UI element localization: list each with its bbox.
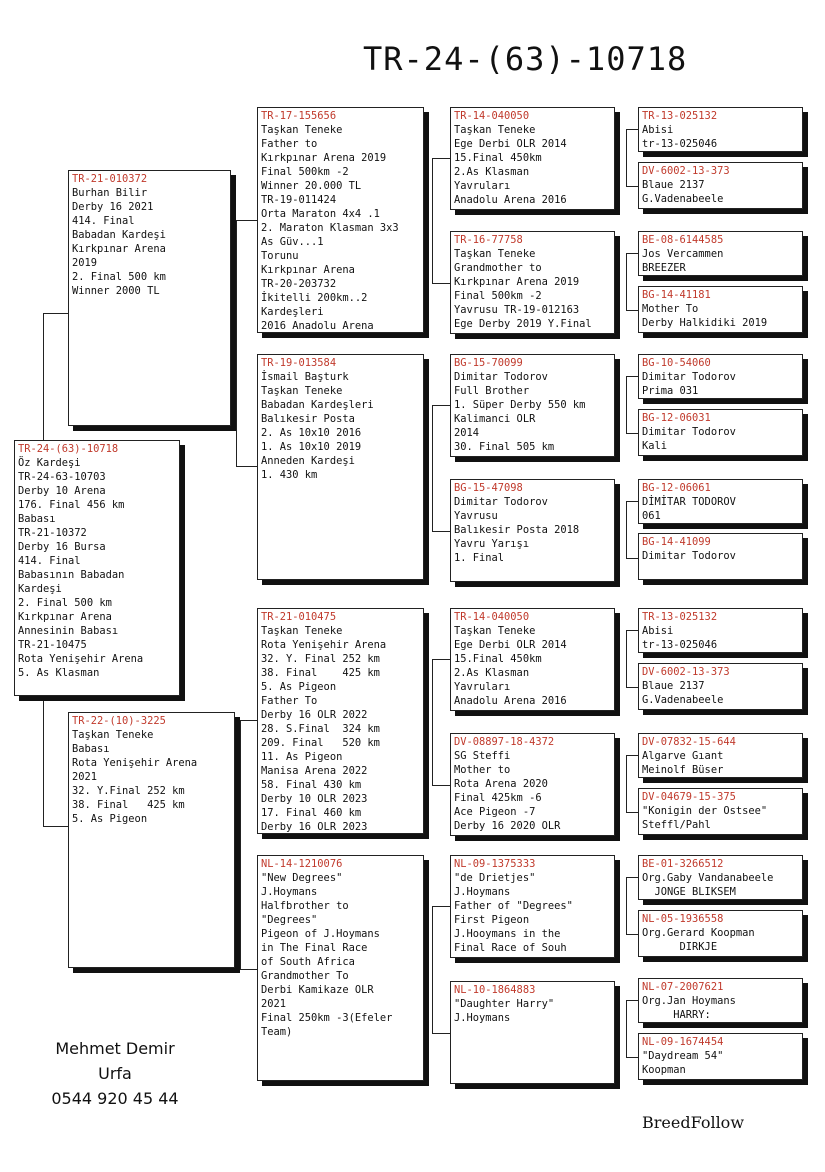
card-line: 061 [642,510,661,522]
card-line: 1. As 10x10 2019 [261,441,362,453]
pedigree-card-dam[interactable] [68,712,235,968]
card-line: 1. Final [454,552,505,564]
card-line: Final 250km -3(Efeler [261,1012,393,1024]
connector [236,220,258,467]
card-line: TR-20-203732 [261,278,337,290]
ring-number: BG-14-41099 [642,536,711,548]
card-line: DİMİTAR TODOROV [642,496,736,508]
card-line: JONGE BLIKSEM [642,886,736,898]
ring-number: TR-19-013584 [261,357,337,369]
card-line: Kalimanci OLR [454,413,536,425]
card-line: 5. As Pigeon [261,681,337,693]
connector [626,1000,639,1058]
card-line: 32. Y. Final 252 km [261,653,380,665]
card-line: Öz Kardeşi [18,457,81,469]
card-line: Taşkan Teneke [261,385,343,397]
pedigree-card-g4-1[interactable] [638,107,803,152]
card-line: Derby 16 OLR 2023 [261,821,368,833]
pedigree-card-sire-dam[interactable] [257,354,424,580]
card-line: Manisa Arena 2022 [261,765,368,777]
ring-number: NL-09-1375333 [454,858,536,870]
card-line: tr-13-025046 [642,138,718,150]
ring-number: BG-15-47098 [454,482,523,494]
card-line: "Daughter Harry" [454,998,555,1010]
card-line: 15.Final 450km [454,653,542,665]
card-line: J.Hooymans in the [454,928,561,940]
card-line: J.Hoymans [454,886,511,898]
card-line: As Güv...1 [261,236,324,248]
card-line: 17. Final 460 km [261,807,362,819]
pedigree-card-g4-6[interactable] [638,409,803,456]
card-line: İkitelli 200km..2 [261,292,368,304]
ring-number: BG-14-41181 [642,289,711,301]
card-line: 15.Final 450km [454,152,542,164]
card-line: Full Brother [454,385,530,397]
card-line: Dimitar Todorov [642,371,736,383]
card-line: Father of "Degrees" [454,900,573,912]
card-line: Blaue 2137 [642,680,705,692]
card-line: Yavrusu [454,510,498,522]
card-line: Abisi [642,625,674,637]
card-line: Kırkpınar Arena [72,243,166,255]
pedigree-card-g4-15[interactable] [638,978,803,1023]
pedigree-title: TR-24-(63)-10718 [363,40,688,78]
card-line: Halfbrother to [261,900,349,912]
card-line: TR-24-63-10703 [18,471,106,483]
pedigree-card-dam-sire[interactable] [257,608,424,834]
card-line: 1. 430 km [261,469,318,481]
owner-city: Urfa [98,1064,132,1083]
card-line: "New Degrees" [261,872,343,884]
card-line: 38. Final 425 km [261,667,380,679]
pedigree-card-sire-sire[interactable] [257,107,424,333]
pedigree-card-g3-1[interactable] [450,107,615,210]
pedigree-card-dam-dam[interactable] [257,855,424,1081]
pedigree-card-g3-5[interactable] [450,608,615,711]
ring-number: TR-14-040050 [454,611,530,623]
card-line: Kali [642,440,668,452]
ring-number: DV-6002-13-373 [642,165,730,177]
ring-number: TR-13-025132 [642,110,718,122]
card-line: 58. Final 430 km [261,779,362,791]
card-line: "de Drietjes" [454,872,536,884]
card-line: G.Vadenabeele [642,694,724,706]
card-line: of South Africa [261,956,355,968]
pedigree-card-g4-8[interactable] [638,533,803,580]
card-line: İsmail Başturk [261,371,349,383]
ring-number: BG-12-06031 [642,412,711,424]
card-line: 209. Final 520 km [261,737,380,749]
card-line: 414. Final [72,215,135,227]
card-line: 11. As Pigeon [261,751,343,763]
card-line: Ege Derbi OLR 2014 [454,639,567,651]
card-line: Koopman [642,1064,686,1076]
card-line: Prima 031 [642,385,699,397]
card-line: tr-13-025046 [642,639,718,651]
card-line: Taşkan Teneke [261,124,343,136]
ring-number: DV-6002-13-373 [642,666,730,678]
card-line: Derby 16 OLR 2022 [261,709,368,721]
card-line: Rota Yenişehir Arena [261,639,387,651]
card-line: Balıkesir Posta [261,413,355,425]
card-line: "Konigin der Ostsee" [642,805,768,817]
ring-number: BG-15-70099 [454,357,523,369]
card-line: Derby Halkidiki 2019 [642,317,768,329]
card-line: Org.Gaby Vandanabeele [642,872,774,884]
connector [240,720,258,970]
connector [626,129,639,187]
pedigree-card-g4-13[interactable] [638,855,803,900]
card-line: 38. Final 425 km [72,799,185,811]
connector [432,659,451,786]
card-line: 2. As 10x10 2016 [261,427,362,439]
ring-number: TR-22-(10)-3225 [72,715,166,727]
card-line: G.Vadenabeele [642,193,724,205]
card-line: Derby 16 2021 [72,201,154,213]
pedigree-card-sire[interactable] [68,170,231,426]
card-line: Yavru Yarışı [454,538,530,550]
pedigree-card-g4-14[interactable] [638,910,803,957]
card-line: Winner 20.000 TL [261,180,362,192]
card-line: Taşkan Teneke [454,625,536,637]
card-line: Derby 10 OLR 2023 [261,793,368,805]
card-line: Kardeşleri [261,306,324,318]
card-line: Meinolf Büser [642,764,724,776]
connector [626,755,639,813]
connector [43,313,68,314]
card-line: Dimitar Todorov [642,550,736,562]
card-line: Dimitar Todorov [454,496,548,508]
card-line: Dimitar Todorov [454,371,548,383]
card-line: Yavruları [454,681,511,693]
ring-number: TR-21-010372 [72,173,148,185]
pedigree-card-g3-4[interactable] [450,479,615,582]
connector [432,405,451,532]
card-line: Father To [261,695,318,707]
card-line: Derby 16 Bursa [18,541,106,553]
card-line: SG Steffi [454,750,511,762]
connector [432,158,451,284]
card-line: 2.As Klasman [454,667,530,679]
card-line: BREEZER [642,262,686,274]
pedigree-card-g3-8[interactable] [450,981,615,1084]
card-line: 176. Final 456 km [18,499,125,511]
card-line: Taşkan Teneke [454,124,536,136]
card-line: Final 500km -2 [454,290,542,302]
card-line: Dimitar Todorov [642,426,736,438]
pedigree-card-g4-4[interactable] [638,286,803,333]
connector [43,826,68,827]
card-line: Abisi [642,124,674,136]
card-line: Kardeşi [18,583,62,595]
card-line: Pigeon of J.Hoymans [261,928,380,940]
card-line: 30. Final 505 km [454,441,555,453]
card-line: Orta Maraton 4x4 .1 [261,208,380,220]
card-line: Jos Vercammen [642,248,724,260]
card-line: First Pigeon [454,914,530,926]
ring-number: DV-08897-18-4372 [454,736,555,748]
card-line: Balıkesir Posta 2018 [454,524,580,536]
card-line: Kırkpınar Arena 2019 [261,152,387,164]
card-line: 1. Süper Derby 550 km [454,399,586,411]
connector [626,376,639,434]
card-line: Babadan Kardeşi [72,229,166,241]
card-line: 32. Y.Final 252 km [72,785,185,797]
ring-number: BG-10-54060 [642,357,711,369]
ring-number: TR-13-025132 [642,611,718,623]
card-line: 2016 Anadolu Arena [261,320,374,332]
ring-number: NL-09-1674454 [642,1036,724,1048]
owner-info [40,1036,190,1111]
card-line: 414. Final [18,555,81,567]
card-line: Taşkan Teneke [454,248,536,260]
card-line: 2014 [454,427,480,439]
card-line: DIRKJE [642,941,718,953]
pedigree-card-subject[interactable] [14,440,180,696]
card-line: Taşkan Teneke [72,729,154,741]
card-line: Babadan Kardeşleri [261,399,374,411]
card-line: 2021 [72,771,98,783]
pedigree-card-g4-10[interactable] [638,663,803,710]
card-line: Team) [261,1026,293,1038]
ring-number: TR-16-77758 [454,234,523,246]
card-line: Burhan Bilir [72,187,148,199]
card-line: Final Race of Souh [454,942,567,954]
card-line: TR-19-011424 [261,194,337,206]
ring-number: BE-08-6144585 [642,234,724,246]
connector [626,501,639,559]
pedigree-card-g3-2[interactable] [450,231,615,334]
connector [626,253,639,311]
connector [43,313,44,440]
ring-number: TR-14-040050 [454,110,530,122]
card-line: Ace Pigeon -7 [454,806,536,818]
card-line: Mother to [454,764,511,776]
card-line: 28. S.Final 324 km [261,723,380,735]
card-line: TR-21-10475 [18,639,87,651]
card-line: Derbi Kamikaze OLR [261,984,374,996]
card-line: Torunu [261,250,299,262]
card-line: Babası [18,513,56,525]
card-line: "Daydream 54" [642,1050,724,1062]
card-line: Anadolu Arena 2016 [454,695,567,707]
connector [43,701,44,826]
card-line: Grandmother To [261,970,349,982]
card-line: Derby 16 2020 OLR [454,820,561,832]
card-line: Babasının Babadan [18,569,125,581]
card-line: Kırkpınar Arena 2019 [454,276,580,288]
card-line: Steffl/Pahl [642,819,711,831]
ring-number: NL-14-1210076 [261,858,343,870]
card-line: Mother To [642,303,699,315]
card-line: Taşkan Teneke [261,625,343,637]
card-line: Final 500km -2 [261,166,349,178]
card-line: Kırkpınar Arena [18,611,112,623]
ring-number: NL-10-1864883 [454,984,536,996]
card-line: Ege Derby 2019 Y.Final [454,318,592,330]
card-line: Kırkpınar Arena [261,264,355,276]
card-line: Winner 2000 TL [72,285,160,297]
owner-name: Mehmet Demir [55,1039,175,1058]
ring-number: TR-24-(63)-10718 [18,443,119,455]
card-line: Yavruları [454,180,511,192]
pedigree-card-g4-16[interactable] [638,1033,803,1080]
pedigree-card-g4-9[interactable] [638,608,803,653]
ring-number: DV-04679-15-375 [642,791,736,803]
card-line: Algarve Gıant [642,750,724,762]
ring-number: NL-05-1936558 [642,913,724,925]
card-line: Rota Arena 2020 [454,778,548,790]
card-line: Yavrusu TR-19-012163 [454,304,580,316]
card-line: Annesinin Babası [18,625,119,637]
pedigree-card-g4-2[interactable] [638,162,803,209]
ring-number: BG-12-06061 [642,482,711,494]
card-line: 2. Final 500 km [18,597,112,609]
card-line: 2. Maraton Klasman 3x3 [261,222,399,234]
ring-number: BE-01-3266512 [642,858,724,870]
ring-number: TR-17-155656 [261,110,337,122]
ring-number: DV-07832-15-644 [642,736,736,748]
card-line: HARRY: [642,1009,711,1021]
card-line: Org.Jan Hoymans [642,995,736,1007]
connector [626,877,639,935]
card-line: Rota Yenişehir Arena [18,653,144,665]
pedigree-card-g3-7[interactable] [450,855,615,958]
card-line: J.Hoymans [454,1012,511,1024]
card-line: Grandmother to [454,262,542,274]
pedigree-card-g4-11[interactable] [638,733,803,778]
card-line: Final 425km -6 [454,792,542,804]
card-line: Org.Gerard Koopman [642,927,755,939]
card-line: Rota Yenişehir Arena [72,757,198,769]
pedigree-card-g3-6[interactable] [450,733,615,836]
card-line: Derby 10 Arena [18,485,106,497]
card-line: Babası [72,743,110,755]
card-line: Ege Derbi OLR 2014 [454,138,567,150]
card-line: 5. As Klasman [18,667,100,679]
card-line: 2019 [72,257,98,269]
pedigree-card-g4-7[interactable] [638,479,803,524]
card-line: Father to [261,138,318,150]
card-line: J.Hoymans [261,886,318,898]
pedigree-card-g4-5[interactable] [638,354,803,399]
card-line: "Degrees" [261,914,318,926]
connector [626,630,639,688]
card-line: Anneden Kardeşi [261,455,355,467]
card-line: 5. As Pigeon [72,813,148,825]
pedigree-card-g3-3[interactable] [450,354,615,457]
ring-number: TR-21-010475 [261,611,337,623]
ring-number: NL-07-2007621 [642,981,724,993]
card-line: 2021 [261,998,287,1010]
card-line: Blaue 2137 [642,179,705,191]
card-line: 2. Final 500 km [72,271,166,283]
card-line: Anadolu Arena 2016 [454,194,567,206]
card-line: 2.As Klasman [454,166,530,178]
owner-phone: 0544 920 45 44 [51,1089,179,1108]
card-line: TR-21-10372 [18,527,87,539]
brand-logo-text: BreedFollow [642,1113,745,1132]
connector [432,906,451,1034]
pedigree-card-g4-12[interactable] [638,788,803,835]
card-line: in The Final Race [261,942,368,954]
pedigree-card-g4-3[interactable] [638,231,803,276]
